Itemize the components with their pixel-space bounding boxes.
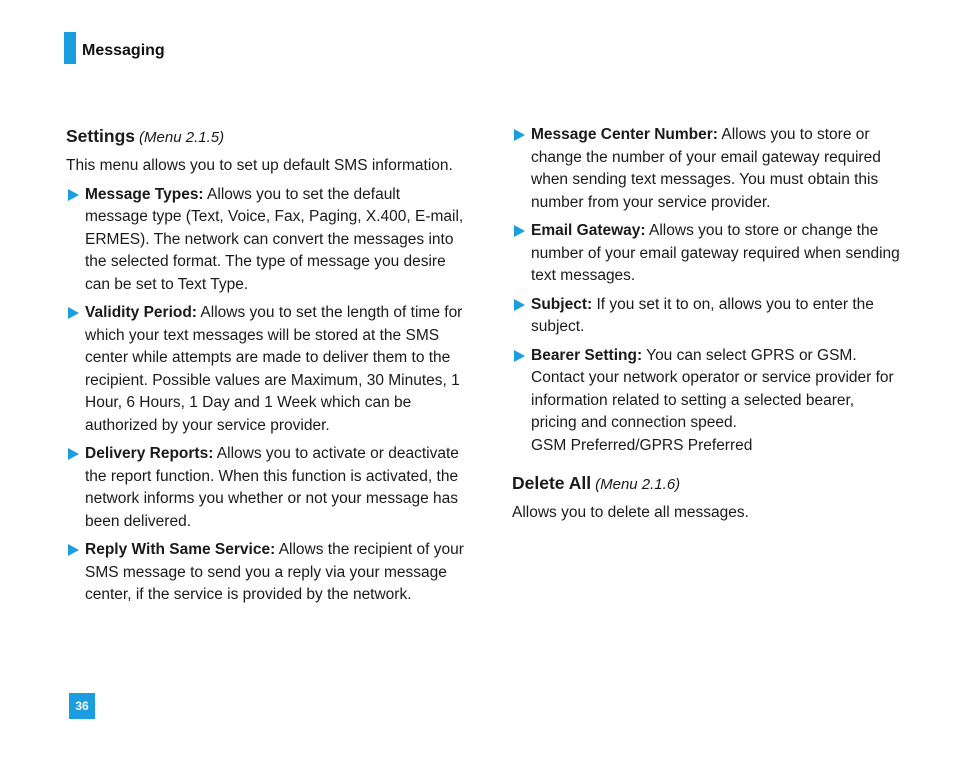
bullet-arrow-icon: [514, 225, 525, 237]
left-column: [66, 124, 464, 613]
list-item: [66, 539, 464, 607]
bullet-arrow-icon: [514, 129, 525, 141]
item-text: Allows you to activate or deactivate the report function. When this function is activated, the network informs you whether or not your message has been delivered.: [85, 445, 459, 530]
item-label: Subject:: [531, 295, 593, 313]
item-label: Email Gateway:: [531, 222, 646, 239]
bullet-arrow-icon: [514, 350, 525, 362]
settings-title: Settings: [66, 126, 136, 146]
bullet-arrow-icon: [68, 307, 79, 319]
section-color-tab: [64, 32, 76, 64]
item-label: Validity Period:: [85, 304, 197, 321]
item-label: Bearer Setting:: [531, 346, 643, 364]
delete-all-menu-ref: (Menu 2.1.6): [595, 476, 681, 493]
item-label: Delivery Reports:: [85, 445, 214, 462]
bullet-arrow-icon: [68, 448, 79, 460]
chapter-title: Messaging: [82, 42, 165, 59]
list-item: [66, 443, 464, 533]
item-text: Allows the recipient of your SMS message to send you a reply via your message center, if the service is provided by the network.: [85, 541, 464, 603]
list-item: [512, 294, 904, 339]
item-label: Reply With Same Service:: [85, 541, 276, 558]
section-spacer: [512, 463, 904, 471]
settings-list-right: [512, 124, 904, 457]
delete-all-text: Allows you to delete all messages.: [512, 504, 749, 521]
list-item: [512, 345, 904, 458]
item-extra-text: GSM Preferred/GPRS Preferred: [531, 436, 753, 454]
item-text: Allows you to set the default message type (Text, Voice, Fax, Paging, X.400, E-mail, ERMES). The network can convert the messages into the selected format. The type of message you desire can be set to Text Type.: [85, 185, 464, 293]
item-text: You can select GPRS or GSM. Contact your network operator or service provider for information related to setting a selected bearer, pricing and connection speed.: [531, 346, 894, 431]
settings-list-left: [66, 184, 464, 607]
item-label: Message Types:: [85, 185, 204, 203]
list-item: [66, 184, 464, 297]
item-text: If you set it to on, allows you to enter the subject.: [531, 295, 874, 335]
settings-menu-ref: (Menu 2.1.5): [139, 129, 225, 146]
delete-all-heading: [512, 471, 904, 497]
list-item: [512, 220, 904, 288]
delete-all-title: Delete All: [512, 473, 592, 493]
list-item: [66, 302, 464, 437]
bullet-arrow-icon: [514, 299, 525, 311]
bullet-arrow-icon: [68, 189, 79, 201]
right-column: [512, 124, 904, 531]
settings-heading: [66, 124, 464, 150]
settings-intro: This menu allows you to set up default SMS information.: [66, 157, 453, 174]
item-label: Message Center Number:: [531, 126, 718, 143]
bullet-arrow-icon: [68, 544, 79, 556]
list-item: [512, 124, 904, 214]
item-text: Allows you to store or change the number of your email gateway required when sending text messages. You must obtain this number from your service provider.: [531, 126, 881, 211]
page-number-badge: 36: [69, 693, 95, 719]
item-text: Allows you to store or change the number of your email gateway required when sending text messages.: [531, 222, 900, 284]
item-text: Allows you to set the length of time for which your text messages will be stored at the SMS center while attempts are made to deliver them to the recipient. Possible values are Maximum, 30 Minutes, 1 Hour, 6 Hours, 1 Day and 1 Week which can be authorized by your service provider.: [85, 304, 463, 434]
